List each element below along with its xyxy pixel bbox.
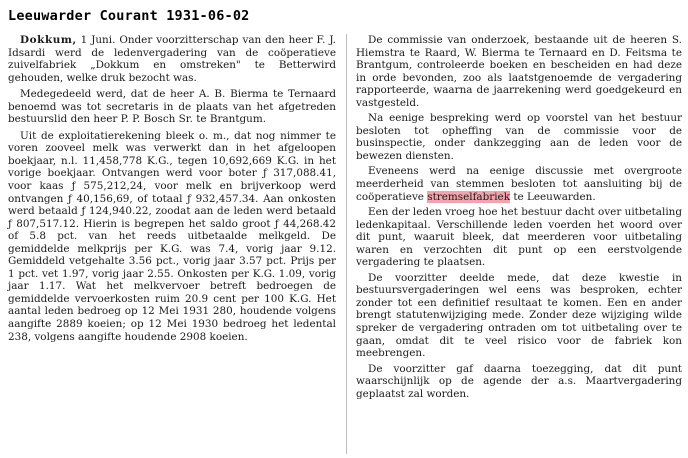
article-paragraph: Medegedeeld werd, dat de heer A. B. Bierma te Ternaard benoemd was tot secretaris in de plaats van het afgetreden bestuurslid den heer P. P. Bosch Sr. te Brantgum.	[8, 88, 336, 126]
article-paragraph: De voorzitter deelde mede, dat deze kwestie in bestuursvergaderingen wel eens was besproken, echter zonder tot een definitief resultaat te komen. Een en ander brengt statutenwijziging mede. Zonder deze wijziging wilde spreker de vergadering ontraden om tot uitbetaling over te gaan, omdat dit te veel risico voor de fabriek kon meebrengen.	[356, 271, 682, 360]
article-column-right	[356, 34, 682, 400]
article-paragraph: Een der leden vroeg hoe het bestuur dacht over uitbetaling ledenkapitaal. Verschillende leden voerden het woord over dit punt, waaruit bleek, dat meerderen voor uitbetaling waren en verzochten dit punt op een eerstvolgende vergadering te plaatsen.	[356, 206, 682, 269]
paragraph-text: 1 Juni. Onder voorzitterschap van den heer F. J. Idsardi werd de ledenvergadering van de coöperatieve zuivelfabriek „Dokkum en omstreken" te Betterwird gehouden, welke druk bezocht was.	[8, 34, 336, 84]
article-paragraph: De voorzitter gaf daarna toezegging, dat dit punt waarschijnlijk op de agende der a.s. Maartvergadering geplaatst zal worden.	[356, 362, 682, 400]
paragraph-text: te Leeuwarden.	[513, 190, 596, 203]
article-paragraph: Uit de exploitatierekening bleek o. m., dat nog nimmer te voren zooveel melk was verwerkt dan in het afgeloopen boekjaar, n.l. 11,458,778 K.G., tegen 10,692,669 K.G. in het vorige boekjaar. Ontvangen werd voor boter ƒ 317,088.41, voor kaas ƒ 575,212,24, voor melk en brijverkoop werd ontvangen ƒ 40,156,69, of totaal ƒ 932,457.34. Aan onkosten werd betaald ƒ 124,940.22, zoodat aan de leden werd betaald ƒ 807,517.12. Hierin is begrepen het saldo groot ƒ 44,268.42 of 5.8 pct. van het reeds uitbetaalde melkgeld. De gemiddelde melkprijs per K.G. was 7.4, vorig jaar 9.12. Gemiddeld vetgehalte 3.56 pct., vorig jaar 3.57 pct. Prijs per 1 pct. vet 1.97, vorig jaar 2.55. Onkosten per K.G. 1.09, vorig jaar 1.17. Wat het melkvervoer betreft bedroegen de gemiddelde vervoerkosten ruim 20.9 cent per 100 K.G. Het aantal leden bedroeg op 12 Mei 1931 280, houdende volgens aangifte 2889 koeien; op 12 Mei 1930 bedroeg het ledental 238, volgens aangifte houdende 2908 koeien.	[8, 129, 336, 343]
article-paragraph: De commissie van onderzoek, bestaande uit de heeren S. Hiemstra te Raard, W. Bierma te Ternaard en D. Feitsma te Brantgum, controleerde boeken en bescheiden en had deze in orde bevonden, zoo als laatstgenoemde de vergadering rapporteerde, waarna de jaarrekening werd goedgekeurd en vastgesteld.	[356, 34, 682, 109]
article-paragraph: Na eenige bespreking werd op voorstel van het bestuur besloten tot opheffing van de commissie voor de businspectie, onder dankzegging aan de leden voor de bewezen diensten.	[356, 112, 682, 162]
article-column-left	[8, 34, 336, 343]
article-paragraph	[8, 34, 336, 84]
dateline-place: Dokkum,	[20, 34, 77, 46]
highlighted-search-term: stremselfabriek	[427, 190, 510, 203]
paragraph-text: Eveneens werd na eenige discussie met overgroote meerderheid van stemmen besloten tot aansluiting bij de coöperatieve	[356, 165, 682, 203]
article-paragraph	[356, 165, 682, 203]
column-divider	[346, 34, 347, 454]
newspaper-date-header: Leeuwarder Courant 1931-06-02	[8, 8, 250, 24]
